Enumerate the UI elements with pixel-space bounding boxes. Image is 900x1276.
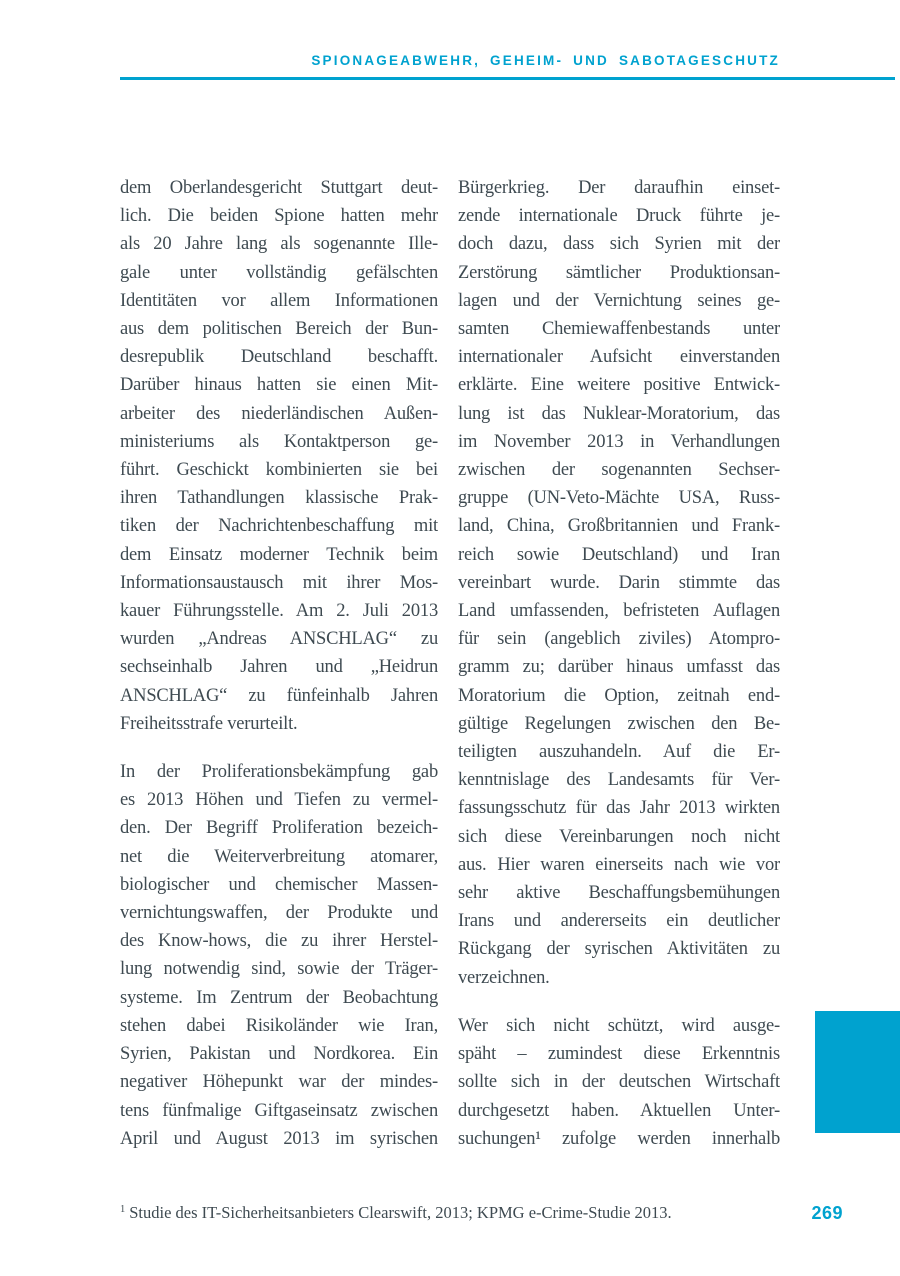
text-line: kenntnislage des Landesamts für Ver-	[458, 770, 780, 791]
text-line: es 2013 Höhen und Tiefen zu vermel-	[120, 790, 438, 811]
text-line: arbeiter des niederländischen Außen-	[120, 403, 438, 424]
text-line: tens fünfmalige Giftgaseinsatz zwischen	[120, 1100, 438, 1121]
text-line: dem Oberlandesgericht Stuttgart deut-	[120, 178, 438, 198]
text-line: sechseinhalb Jahren und „Heidrun	[120, 657, 438, 678]
text-line: samten Chemiewaffenbestands unter	[458, 319, 780, 340]
text-line: dem Einsatz moderner Technik beim	[120, 544, 438, 565]
text-line: sehr aktive Beschaffungsbemühungen	[458, 883, 780, 904]
text-line: Informationsaustausch mit ihrer Mos-	[120, 572, 438, 593]
footnote	[120, 1202, 740, 1224]
body-text	[120, 174, 780, 1153]
text-line: In der Proliferationsbekämpfung gab	[120, 762, 438, 783]
text-line: vereinbart wurde. Darin stimmte das	[458, 572, 780, 593]
right-column	[458, 174, 780, 1153]
text-line: gruppe (UN-Veto-Mächte USA, Russ-	[458, 488, 780, 509]
text-line: führt. Geschickt kombinierten sie bei	[120, 460, 438, 481]
text-line: ministeriums als Kontaktperson ge-	[120, 431, 438, 452]
paragraph	[458, 174, 780, 992]
text-line: den. Der Begriff Proliferation bezeich-	[120, 818, 438, 839]
text-line: für sein (angeblich ziviles) Atompro-	[458, 629, 780, 650]
text-line: gale unter vollständig gefälschten	[120, 262, 438, 283]
text-line: Freiheitsstrafe verurteilt.	[120, 713, 298, 734]
text-line: Wer sich nicht schützt, wird ausge-	[458, 1015, 780, 1036]
text-line: ANSCHLAG“ zu fünfeinhalb Jahren	[120, 685, 438, 706]
text-line: Bürgerkrieg. Der daraufhin einset-	[458, 178, 780, 198]
text-line: wurden „Andreas ANSCHLAG“ zu	[120, 629, 438, 650]
text-line: systeme. Im Zentrum der Beobachtung	[120, 987, 438, 1008]
text-line: teiligten auszuhandeln. Auf die Er-	[458, 742, 780, 763]
page-number: 269	[811, 1203, 843, 1223]
text-line: als 20 Jahre lang als sogenannte Ille-	[120, 234, 438, 255]
text-line: aus dem politischen Bereich der Bun-	[120, 319, 438, 340]
text-line: Darüber hinaus hatten sie einen Mit-	[120, 375, 438, 396]
chapter-tab-marker	[815, 1011, 900, 1133]
text-line: zwischen der sogenannten Sechser-	[458, 460, 780, 481]
text-line: April und August 2013 im syrischen	[120, 1128, 438, 1149]
text-line: lung ist das Nuklear-Moratorium, das	[458, 403, 780, 424]
left-column	[120, 174, 438, 1153]
paragraph	[458, 1012, 780, 1153]
text-line: kauer Führungsstelle. Am 2. Juli 2013	[120, 601, 438, 622]
text-line: negativer Höhepunkt war der mindes-	[120, 1072, 438, 1093]
text-line: lich. Die beiden Spione hatten mehr	[120, 206, 438, 227]
text-line: reich sowie Deutschland) und Iran	[458, 544, 780, 565]
text-line: gültige Regelungen zwischen den Be-	[458, 713, 780, 734]
text-line: desrepublik Deutschland beschafft.	[120, 347, 438, 368]
text-line: net die Weiterverbreitung atomarer,	[120, 846, 438, 867]
footnote-text: Studie des IT-Sicherheitsanbieters Clearswift, 2013; KPMG e-Crime-Studie 2013.	[129, 1203, 672, 1222]
text-line: suchungen¹ zufolge werden innerhalb	[458, 1128, 780, 1149]
text-line: fassungsschutz für das Jahr 2013 wirkten	[458, 798, 780, 819]
text-line: Moratorium die Option, zeitnah end-	[458, 685, 780, 706]
text-line: vernichtungswaffen, der Produkte und	[120, 903, 438, 924]
text-line: sich diese Vereinbarungen noch nicht	[458, 826, 780, 847]
text-line: späht – zumindest diese Erkenntnis	[458, 1044, 780, 1065]
paragraph	[120, 758, 438, 1153]
running-head: SPIONAGEABWEHR, GEHEIM- UND SABOTAGESCHUTZ	[311, 53, 780, 68]
paragraph	[120, 174, 438, 738]
text-line: lung notwendig sind, sowie der Träger-	[120, 959, 438, 980]
text-line: zende internationale Druck führte je-	[458, 206, 780, 227]
text-line: verzeichnen.	[458, 967, 550, 988]
header-rule	[120, 77, 895, 80]
text-line: tiken der Nachrichtenbeschaffung mit	[120, 516, 438, 537]
text-line: Rückgang der syrischen Aktivitäten zu	[458, 939, 780, 960]
text-line: Irans und andererseits ein deutlicher	[458, 911, 780, 932]
text-line: des Know-hows, die zu ihrer Herstel-	[120, 931, 438, 952]
text-line: Land umfassenden, befristeten Auflagen	[458, 601, 780, 622]
text-line: erklärte. Eine weitere positive Entwick-	[458, 375, 780, 396]
text-line: gramm zu; darüber hinaus umfasst das	[458, 657, 780, 678]
text-line: internationaler Aufsicht einverstanden	[458, 347, 780, 368]
text-line: lagen und der Vernichtung seines ge-	[458, 290, 780, 311]
text-line: im November 2013 in Verhandlungen	[458, 431, 780, 452]
text-line: Identitäten vor allem Informationen	[120, 290, 438, 311]
text-line: doch dazu, dass sich Syrien mit der	[458, 234, 780, 255]
footnote-marker: 1	[120, 1203, 126, 1215]
text-line: ihren Tathandlungen klassische Prak-	[120, 488, 438, 509]
text-line: sollte sich in der deutschen Wirtschaft	[458, 1072, 780, 1093]
text-line: land, China, Großbritannien und Frank-	[458, 516, 780, 537]
text-line: durchgesetzt haben. Aktuellen Unter-	[458, 1100, 780, 1121]
text-line: Zerstörung sämtlicher Produktionsan-	[458, 262, 780, 283]
text-line: Syrien, Pakistan und Nordkorea. Ein	[120, 1044, 438, 1065]
text-line: aus. Hier waren einerseits nach wie vor	[458, 854, 780, 875]
text-line: stehen dabei Risikoländer wie Iran,	[120, 1015, 438, 1036]
text-line: biologischer und chemischer Massen-	[120, 874, 438, 895]
